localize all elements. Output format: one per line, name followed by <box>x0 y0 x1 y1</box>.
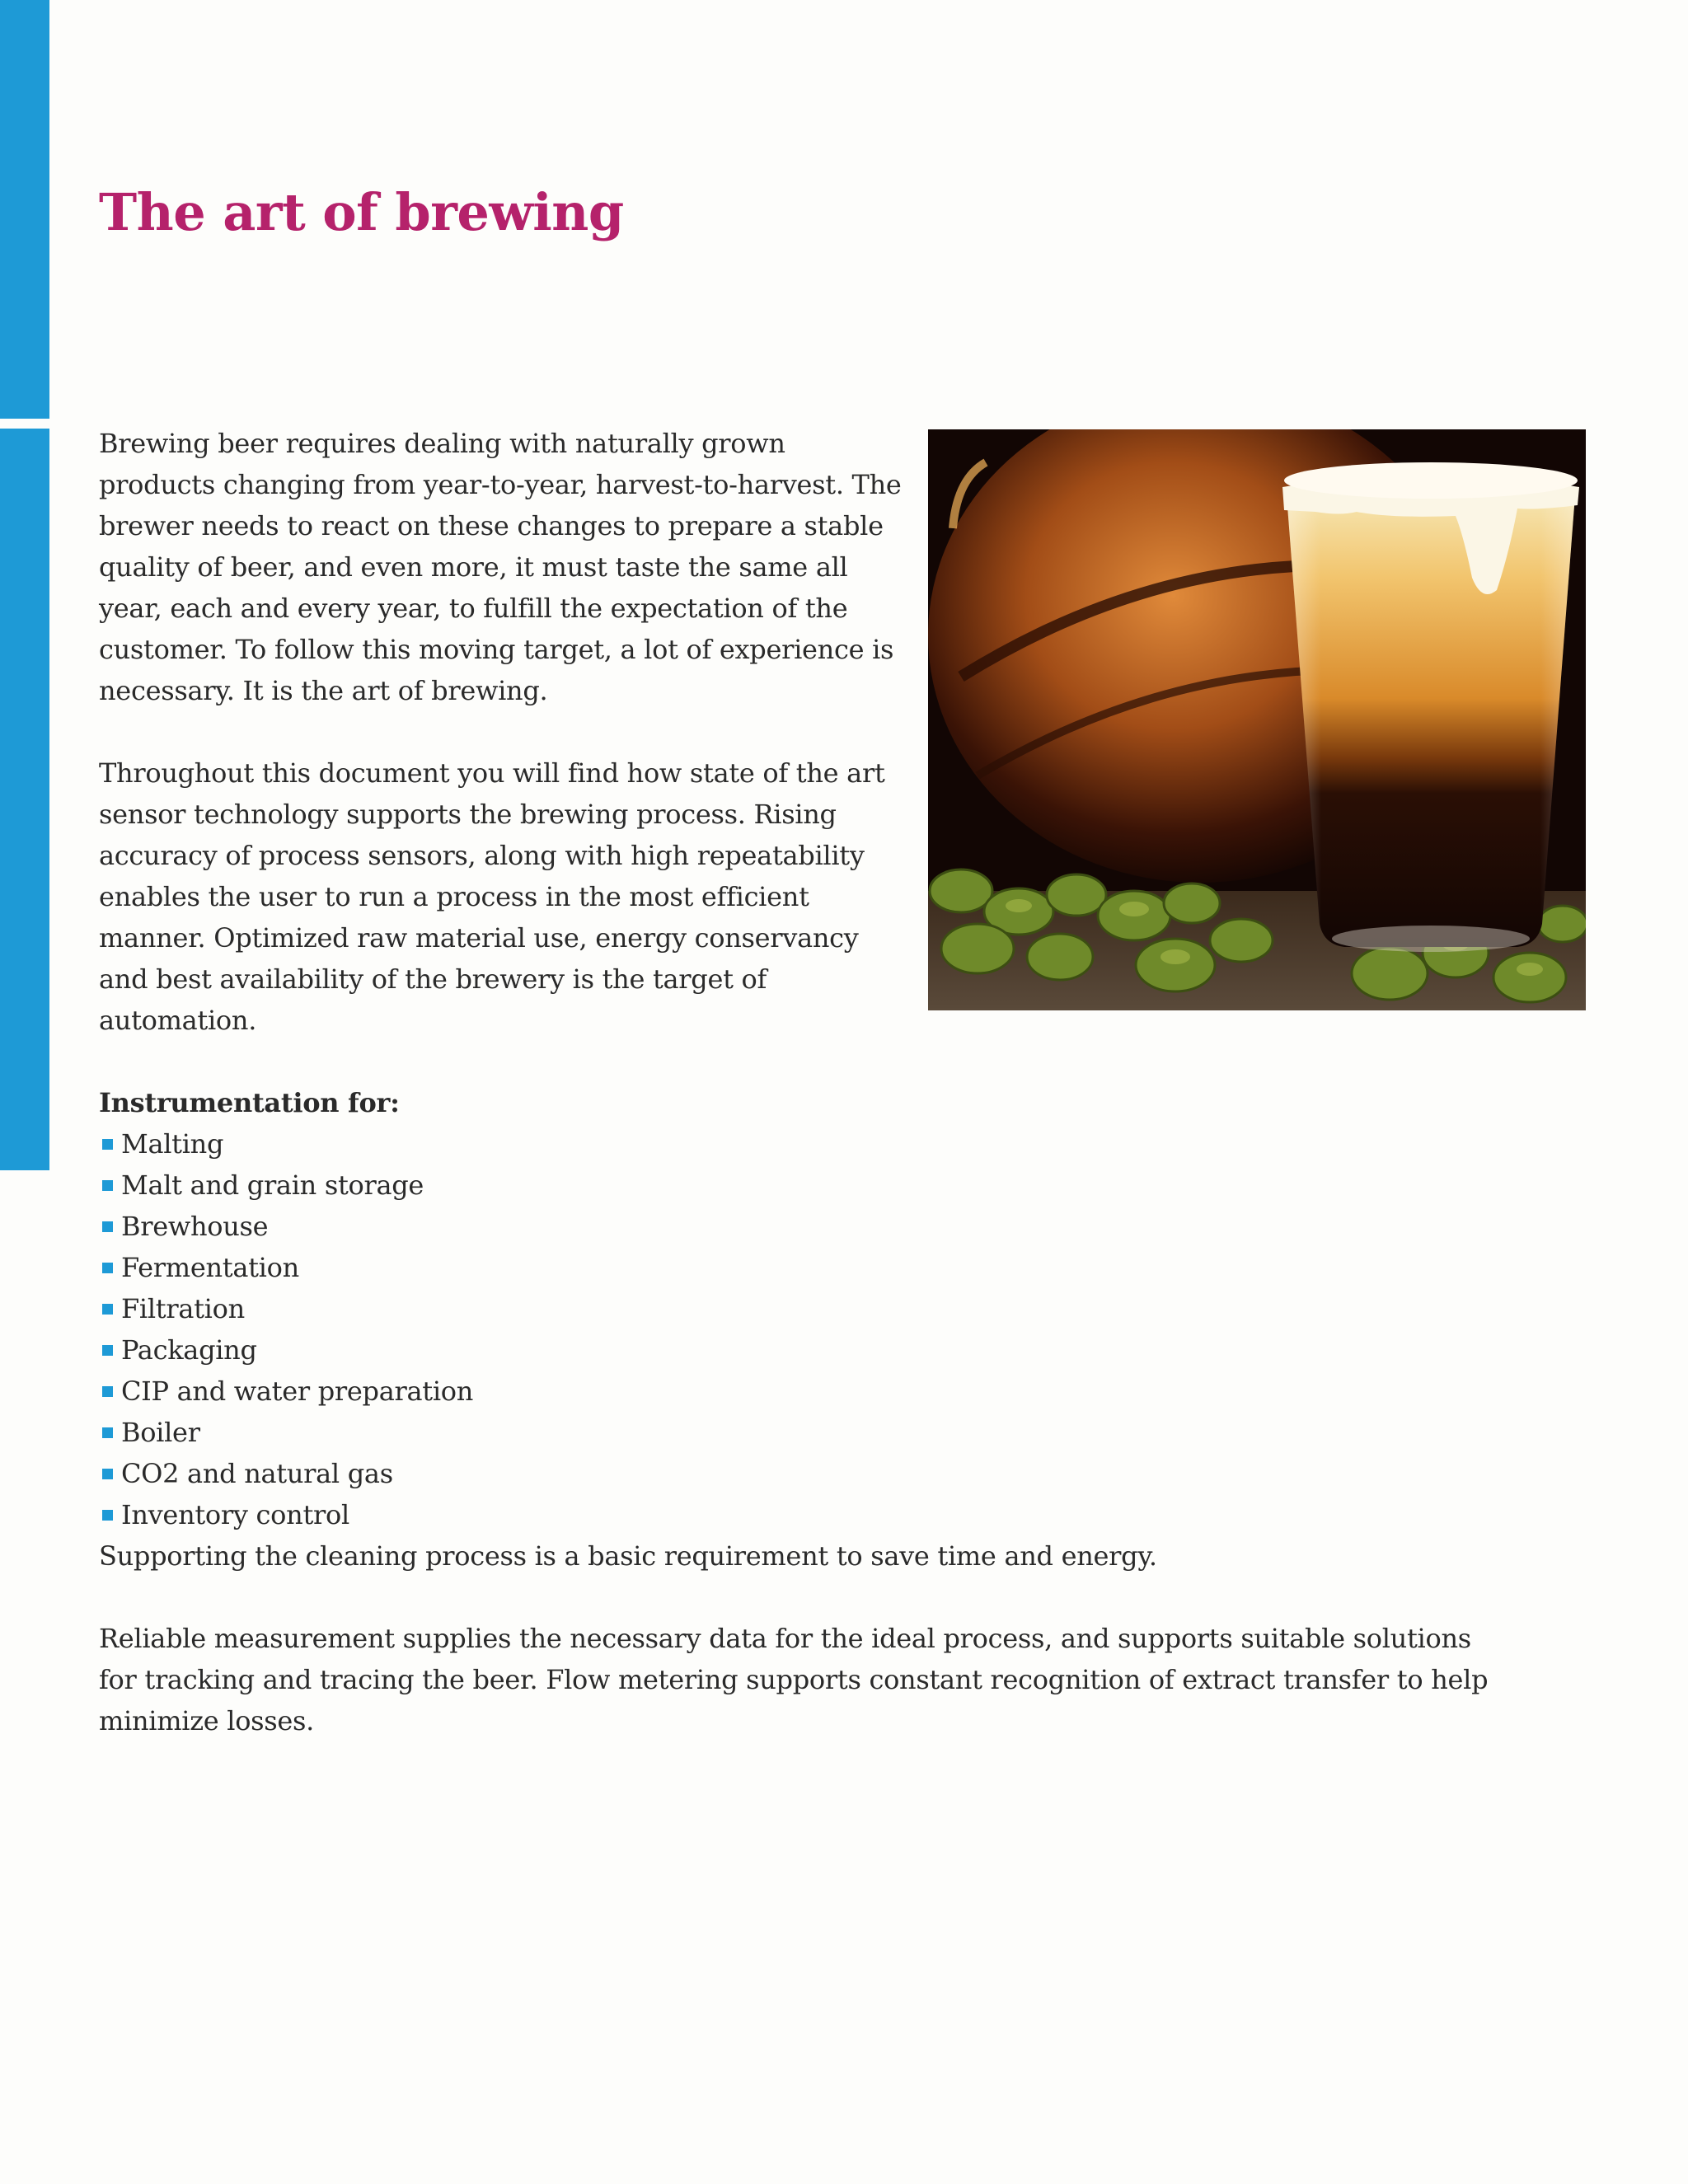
square-bullet-icon <box>102 1263 113 1273</box>
square-bullet-icon <box>102 1304 113 1315</box>
side-accent-bar-bottom <box>0 429 49 1170</box>
instrumentation-heading: Instrumentation for: <box>99 1087 400 1118</box>
square-bullet-icon <box>102 1386 113 1397</box>
square-bullet-icon <box>102 1510 113 1521</box>
side-accent-bar-top <box>0 0 49 419</box>
square-bullet-icon <box>102 1221 113 1232</box>
list-item: Malt and grain storage <box>99 1165 907 1206</box>
list-item: Inventory control <box>99 1494 907 1535</box>
square-bullet-icon <box>102 1139 113 1150</box>
closing-paragraph-1: Supporting the cleaning process is a basic requirement to save time and energy. <box>99 1540 1157 1572</box>
list-item: Boiler <box>99 1412 907 1453</box>
square-bullet-icon <box>102 1427 113 1438</box>
list-item: Packaging <box>99 1329 907 1371</box>
intro-paragraph-1: Brewing beer requires dealing with naturally grown products changing from year-to-year, harvest-to-harvest. The brewer needs to react on these changes to prepare a stable quality of beer, and even more, it must taste the same all year, each and every year, to fulfill the expectation of the customer. To follow this moving target, a lot of experience is necessary. It is the art of brewing. <box>99 428 902 706</box>
list-item: Brewhouse <box>99 1206 907 1247</box>
list-item: CIP and water preparation <box>99 1371 907 1412</box>
closing-section <box>99 1535 1500 1783</box>
closing-paragraph-2: Reliable measurement supplies the necessary data for the ideal process, and supports suitable solutions for tracking and tracing the beer. Flow metering supports constant recognition of extract transfer to help minimize losses. <box>99 1623 1489 1736</box>
square-bullet-icon <box>102 1180 113 1191</box>
list-item: Fermentation <box>99 1247 907 1288</box>
square-bullet-icon <box>102 1345 113 1356</box>
square-bullet-icon <box>102 1469 113 1479</box>
page-title: The art of brewing <box>99 182 624 242</box>
intro-column <box>99 423 907 1535</box>
list-item: CO2 and natural gas <box>99 1453 907 1494</box>
instrumentation-list <box>99 1123 907 1535</box>
beer-glass-photo <box>928 429 1586 1010</box>
list-item: Malting <box>99 1123 907 1165</box>
intro-paragraph-2: Throughout this document you will find how state of the art sensor technology supports the brewing process. Rising accuracy of process sensors, along with high repeatability enables the user to run a process in the most efficient manner. Optimized raw material use, energy conservancy and best availability of the brewery is the target of automation. <box>99 757 885 1036</box>
list-item: Filtration <box>99 1288 907 1329</box>
